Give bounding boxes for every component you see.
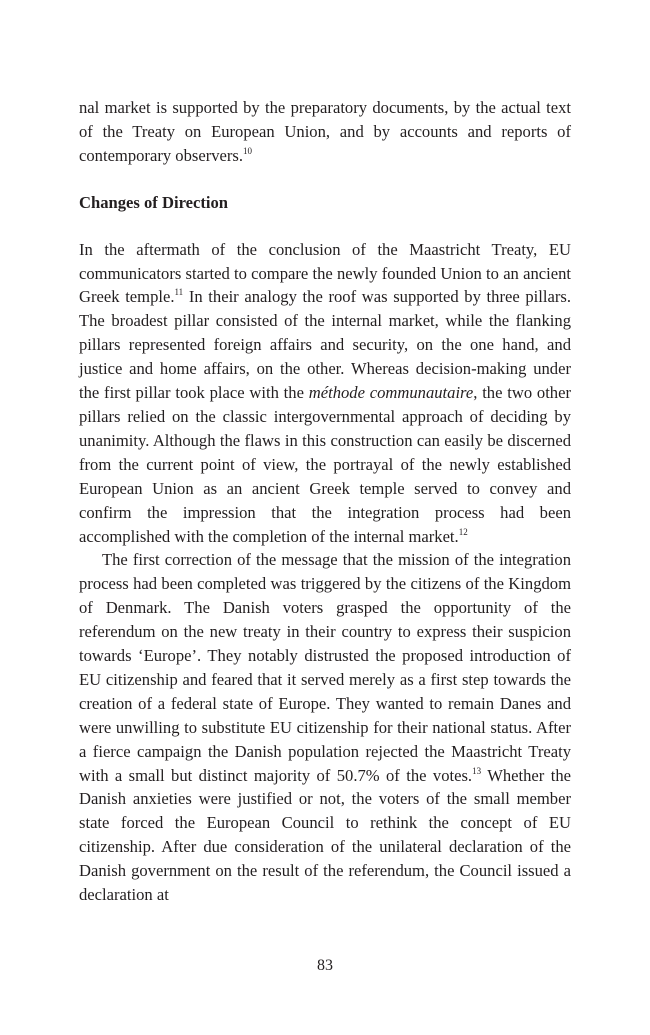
section-heading: Changes of Direction bbox=[79, 192, 229, 212]
footnote-ref[interactable]: 13 bbox=[472, 765, 482, 776]
paragraph-text: In their analogy the roof was supported by three pillars. The broadest pillar consisted of the internal market, while the flanking pillars represented foreign affairs and security, on the one hand, and justice and home affairs, on the other. Whereas decision-making under the first pillar took place with the bbox=[79, 287, 571, 403]
italic-term: méthode communautaire bbox=[308, 383, 474, 403]
body-paragraph-2 bbox=[79, 548, 571, 907]
footnote-ref[interactable]: 10 bbox=[243, 145, 253, 156]
footnote-ref[interactable]: 12 bbox=[458, 526, 468, 537]
paragraph-text: The first correction of the message that the mission of the integration process had been completed was triggered by the citizens of the Kingdom of Denmark. The Danish voters grasped the opportunity of the referendum on the new treaty in their country to express their suspicion towards ‘Europe’. They notably distrusted the proposed introduction of EU citizenship and feared that it served merely as a first step towards the creation of a federal state of Europe. They wanted to remain Danes and were unwilling to substitute EU citizenship for their national status. After a fierce campaign the Danish population rejected the Maastricht Treaty with a small but distinct majority of 50.7% of the votes. bbox=[79, 550, 571, 785]
intro-text: nal market is supported by the preparatory documents, by the actual text of the Treaty on European Union, and by accounts and reports of contemporary observers. bbox=[79, 98, 571, 165]
intro-paragraph bbox=[79, 96, 571, 168]
page-body bbox=[79, 96, 571, 907]
paragraph-text: , the two other pillars relied on the classic intergovernmental approach of deciding by unanimity. Although the flaws in this construction can easily be discerned from the current point of view, the portrayal of the newly established European Union as an ancient Greek temple served to convey and confirm the impression that the integration process had been accomplished with the completion of the internal market. bbox=[79, 383, 571, 546]
paragraph-text: Whether the Danish anxieties were justified or not, the voters of the small member state forced the European Council to rethink the concept of EU citizenship. After due consideration of the unilateral declaration of the Danish government on the result of the referendum, the Council issued a declaration at bbox=[79, 765, 571, 905]
paragraph-text: In the aftermath of the conclusion of the Maastricht Treaty, EU communicators started to compare the newly founded Union to an ancient Greek temple. bbox=[79, 239, 571, 307]
body-paragraph-1 bbox=[79, 238, 571, 549]
page-number: 83 bbox=[317, 957, 333, 974]
footnote-ref[interactable]: 11 bbox=[174, 287, 184, 298]
